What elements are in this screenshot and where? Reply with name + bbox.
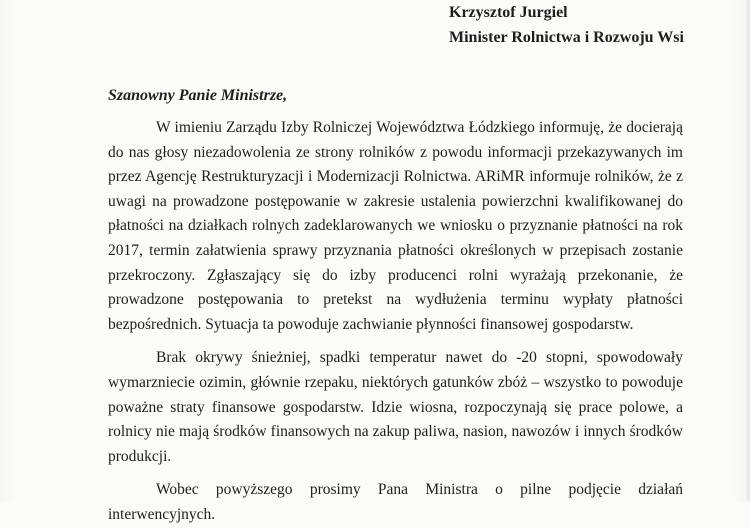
paragraph-1: W imieniu Zarządu Izby Rolniczej Województwa Łódzkiego informuję, że docierają do nas głosy niezadowolenia ze strony rolników z powodu informacji przekazywanych im przez Agencję Restrukturyzacji i Modernizacji Rolnictwa. ARiMR informuje rolników, że z uwagi na prowadzone postępowanie w zakresie ustalenia powierzchni kwalifikowanej do płatności na działkach rolnych zadeklarowanych we wniosku o przyznanie płatności na rok 2017, termin załatwienia sprawy przyznania płatności określonych w przepisach zostanie przekroczony. Zgłaszający się do izby producenci rolni wyrażają przekonanie, że prowadzone postępowania to pretekst na wydłużenia terminu wypłaty płatności bezpośrednich. Sytuacja ta powoduje zachwianie płynności finansowej gospodarstw. bbox=[108, 119, 683, 333]
addressee-title: Minister Rolnictwa i Rozwoju Wsi bbox=[449, 29, 684, 46]
salutation: Szanowny Panie Ministrze, bbox=[108, 87, 288, 104]
addressee-name: Krzysztof Jurgiel bbox=[449, 4, 568, 21]
paragraph-3: Wobec powyższego prosimy Pana Ministra o pilne podjęcie działań interwencyjnych. bbox=[108, 481, 683, 523]
addressee-block bbox=[449, 0, 684, 50]
letter-body bbox=[108, 116, 683, 528]
paragraph-2: Brak okrywy śnieżniej, spadki temperatur nawet do -20 stopni, spowodowały wymarzniecie ozimin, głównie rzepaku, niektórych gatunków zbóż – wszystko to powoduje poważne straty finansowe gospodarstw. Idzie wiosna, rozpoczynają się prace polowe, a rolnicy nie mają środków finansowych na zakup paliwa, nasion, nawozów i innych środków produkcji. bbox=[108, 349, 683, 465]
